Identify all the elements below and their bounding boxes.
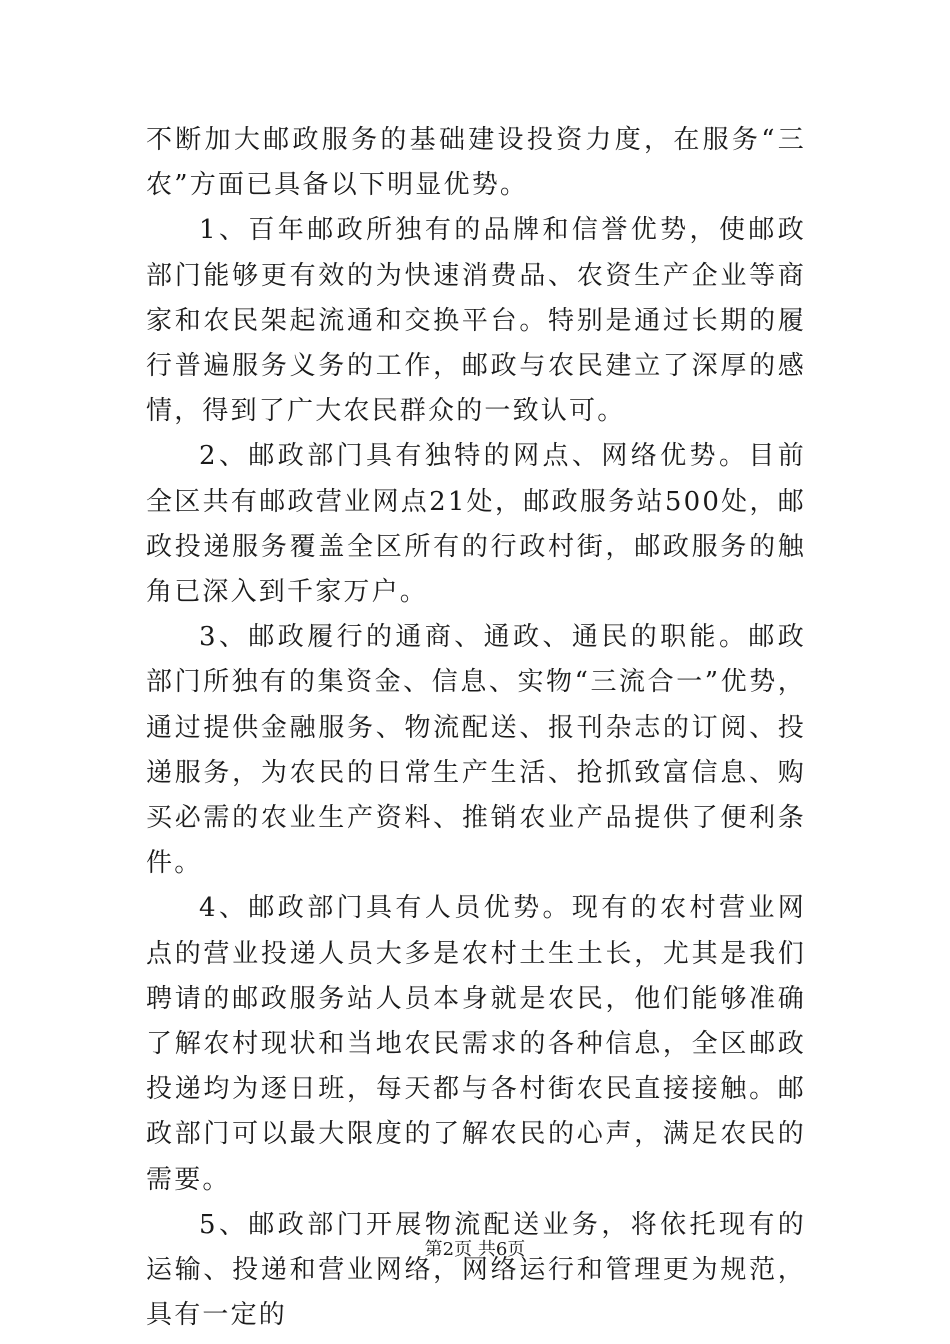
- paragraph-intro: 不断加大邮政服务的基础建设投资力度，在服务“三农”方面已具备以下明显优势。: [146, 125, 806, 201]
- paragraph-item-3: 3、邮政履行的通商、通政、通民的职能。邮政部门所独有的集资金、信息、实物“三流合一”优势，通过提供金融服务、物流配送、报刊杂志的订阅、投递服务，为农民的日常生产生活、抢抓致富信息、购买必需的农业生产资料、推销农业产品提供了便利条件。: [146, 622, 806, 879]
- page-number-footer: 第2页 共6页: [424, 1239, 526, 1260]
- paragraph-item-4: 4、邮政部门具有人员优势。现有的农村营业网点的营业投递人员大多是农村土生土长，尤其是我们聘请的邮政服务站人员本身就是农民，他们能够准确了解农村现状和当地农民需求的各种信息，全区邮政投递均为逐日班，每天都与各村街农民直接接触。邮政部门可以最大限度的了解农民的心声，满足农民的需要。: [146, 893, 806, 1195]
- paragraph-item-2: 2、邮政部门具有独特的网点、网络优势。目前全区共有邮政营业网点21处，邮政服务站500处，邮政投递服务覆盖全区所有的行政村街，邮政服务的触角已深入到千家万户。: [146, 441, 806, 608]
- paragraph-item-1: 1、百年邮政所独有的品牌和信誉优势，使邮政部门能够更有效的为快速消费品、农资生产企业等商家和农民架起流通和交换平台。特别是通过长期的履行普遍服务义务的工作，邮政与农民建立了深厚的感情，得到了广大农民群众的一致认可。: [146, 215, 806, 427]
- paragraph-item-5: 5、邮政部门开展物流配送业务，将依托现有的运输、投递和营业网络，网络运行和管理更为规范，具有一定的: [146, 1209, 806, 1331]
- document-body: [146, 118, 806, 1338]
